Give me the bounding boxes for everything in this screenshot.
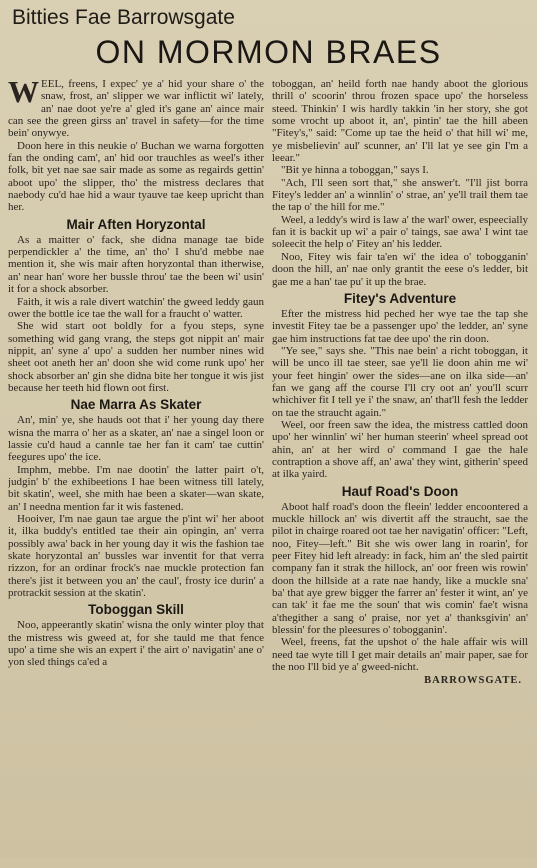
lead-text: EEL, freens, I expec' ye a' hid your share o' the snaw, frost, an' slipper we war inflictit wi' lately, an' nae doot ye're a' gled it's gane an' aince mair can see the green girss an' travel in safety—for the time bein' onywye. [8, 78, 264, 140]
paragraph: As a maitter o' fack, she didna manage tae bide perpendickler a' the time, an' tho' I shu'd mebbe nae mention it, she wis mair aften horyzontal than itherwise, an' near han' wore her bussle throu' tae the been wi' usin' it for a shock absorber. [8, 233, 264, 296]
paragraph: Faith, it wis a rale divert watchin' the gweed leddy gaun ower the bottle ice tae the wall for a fraucht o' watter. [8, 295, 264, 320]
lead-paragraph [8, 78, 264, 140]
paragraph: Weel, oor freen saw the idea, the mistress cattled doon upo' her winnlin' wi' her human steerin' wheel spread oot ahin, an' at her wird o' command I gae the hale contraption a shove aff, an' awa' they wint, githerin' speed at ilka yaird. [272, 418, 528, 481]
paragraph: Doon here in this neukie o' Buchan we warna forgotten fan the onding cam', an' hid oor trauchles as weel's ither folk, bit yet nae sae sair made as some as regairds gettin' aboot upo' the slipper, tho' the mistress declares that naebody cu'd hae hid a waur tyauve tae keep upricht than her. [8, 139, 264, 214]
paragraph: Aboot half road's doon the fleein' ledder encoontered a muckle hillock an' wis divertit aff the straucht, sae the pilot in chairge roared oot tae her navigatin' officer: "Left, noo, Fitey—left." Bit she wis ower lang in roarin', for peer Fitey hid left already: in fack, him an' the sled pairtit company fan it strak the hillock, an' oor freen wis rowin' doon the hillside at a rate nae handy, like a muckle sna' ba' that aye grew bigger the farrer an' fester it wint, an' ye can tak' it fae me the soun' that wis comin' fae't wisna a'thegither a sang o' praise, nor yet a' thanksgivin' an' blessin' for the pleesures o' tobogganin'. [272, 500, 528, 637]
paragraph: Efter the mistress hid peched her wye tae the tap she investit Fitey tae be a passenger upo' the ledder, an' syne gae him instructions fat tae dee upo' the rin doon. [272, 307, 528, 345]
byline-signature: BARROWSGATE. [424, 675, 522, 687]
subheading: Hauf Road's Doon [341, 483, 459, 499]
paragraph: Weel, freens, fat the upshot o' the hale affair wis will need tae wyte till I get mair details an' mair paper, sae for the noo I'll bid ye a' gweed-nicht. [272, 636, 528, 674]
paragraph: Noo, Fitey wis fair ta'en wi' the idea o' tobogganin' doon the hill, an' nae only grantit the eese o's ledder, bit gae me a han' tae pu' it up the brae. [272, 250, 528, 288]
paragraph: "Ye see," says she. "This nae bein' a richt toboggan, it will be unco ill tae steer, sae ye'll lie doon ahin me wi' your feet hingin' ower the sides—ane on ilka side—an' fan we gang aff the course I'll cry oot an' you'll scurr whichiver fit I tell ye i' the snaw, an' that'll fesh the ledder on tae the straucht again." [272, 344, 528, 419]
headline: ON MORMON BRAES [95, 34, 442, 70]
paragraph: Imphm, mebbe. I'm nae dootin' the latter pairt o't, judgin' b' the exhibeetions I hae been witness till lately, bit skatin', weel, she mith hae been a skater—wan skate, an' I needna mention far it wis fastened. [8, 463, 264, 513]
paragraph: Hooiver, I'm nae gaun tae argue the p'int wi' her aboot it, ilka buddy's entitled tae their ain opingin, an' verra possibly awa' back in her young day it wis the fashion tae skate horyzontal an' bussles war inventit for that verra rizzon, for an ordinar frock's nae muckle protection fan there's jist it between you an' the caul', frosty ice durin' a protrackit session at the skatin'. [8, 513, 264, 600]
paragraph: Noo, appeerantly skatin' wisna the only winter ploy that the mistress wis gweed at, for she tauld me that fence upo' a time she wis an expert i' the airt o' navigatin' ane o' yon sled things ca'ed a [8, 619, 264, 669]
subheading: Toboggan Skill [88, 602, 184, 618]
paragraph: "Bit ye hinna a toboggan," says I. [281, 164, 429, 177]
paragraph: Weel, a leddy's wird is law a' the warl' ower, espeecially fan it is backit up wi' a pair o' taings, sae awa' I wint tae soleecit the help o' Fitey an' his ledder. [272, 213, 528, 251]
article-columns [8, 78, 529, 868]
paragraph: "Ach, I'll seen sort that," she answer't. "I'll jist borra Fitey's ledder an' a winnlin' o' strae, an' ye'll trail them tae the tap o' the hill for me." [272, 176, 528, 214]
article-column-left [8, 78, 264, 868]
subheading: Nae Marra As Skater [70, 397, 202, 413]
subheading: Mair Aften Horyzontal [66, 216, 206, 232]
article-column-right [272, 78, 528, 868]
drop-cap: W [8, 78, 39, 109]
subheading: Fitey's Adventure [343, 290, 457, 306]
column-kicker: Bitties Fae Barrowsgate [12, 6, 235, 29]
paragraph: She wid start oot boldly for a fyou steps, syne something wid gang vrang, the steps got nippit an' mair nippit, an' syne a' upo' a sudden her number nines wid sheet oot aneth her an' doon she wid come runk upo' her shock absorber an' gin she didna bite her tongue it wis jist because her teeth hid flown oot first. [8, 320, 264, 394]
paragraph: An', min' ye, she hauds oot that i' her young day there wisna the marra o' her as a skater, an' nae a singel loon or lassie cu'd haud a cannle tae her fan it cam' tae cuttin' feegures upo' the ice. [8, 414, 264, 464]
paragraph: toboggan, an' heild forth nae handy aboot the glorious thrill o' scoorin' throu frozen space upo' the horseless steed. Thinkin' I wis hardly takkin 'in her story, she got some vrocht up aboot it, an', pintin' tae the hill abeen "Fitey's," said: "Come up tae the heid o' that hill wi' me, ye misbelievin' aul' scunner, an' I'll lat ye see gin I'm a leear." [272, 78, 528, 165]
